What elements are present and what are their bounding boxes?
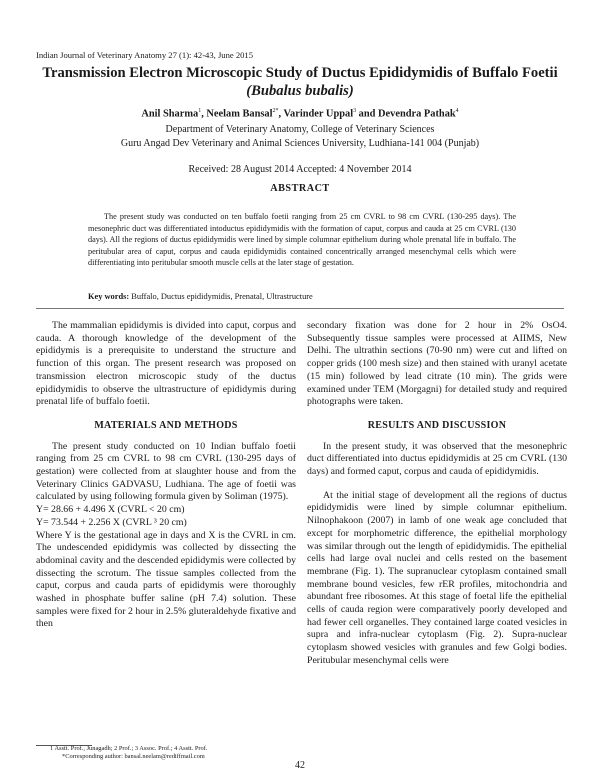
author-separator: , <box>201 108 207 120</box>
results-heading: RESULTS AND DISCUSSION <box>367 419 507 431</box>
keywords-label: Key words: <box>88 292 130 301</box>
author-affiliation-mark: 1 <box>198 108 202 114</box>
methods-continued-paragraph: secondary fixation was done for 2 hour in 2% OsO4. Subsequently tissue samples were processed at AIIMS, New Delhi. The ultrathin sections (70-90 nm) were cut and lifted on copper grids (100 mesh size) and then stained with uranyl acetate (15 min) followed by lead citrate (10 min). The grids were examined under TEM (Morgagni) for detailed study and required photographs were taken. <box>307 320 567 408</box>
page-number: 42 <box>295 760 305 771</box>
keywords <box>88 292 516 301</box>
methods-paragraph: Where Y is the gestational age in days and X is the CVRL in cm. The undescended epididymis was collected by dissecting the abdominal cavity and the descended epididymis were collected by dissecting the scrotum. The tissue samples collected from the caput, corpus and cauda parts of epididymis were thoroughly washed in phosphate buffer saline (pH 7.4) solution. These samples were fixed for 2 hour in 2.5% gluteraldehyde fixative and then <box>36 529 296 630</box>
title-scientific-name: (Bubalus bubalis) <box>246 83 354 99</box>
author-name: Devendra Pathak <box>378 108 456 120</box>
age-formula-2: Y= 73.544 + 2.256 X (CVRL ³ 20 cm) <box>36 516 187 528</box>
footnotes <box>50 745 310 761</box>
methods-heading: MATERIALS AND METHODS <box>94 419 238 431</box>
keywords-text: Buffalo, Ductus epididymidis, Prenatal, Ultrastructure <box>131 292 313 301</box>
section-divider <box>36 308 564 309</box>
author-affiliation-mark: 3 <box>353 108 357 114</box>
author-list <box>30 108 570 119</box>
footnote-affiliations: 1 Asstt. Prof., Junagadh; 2 Prof.; 3 Assoc. Prof.; 4 Asstt. Prof. <box>50 745 208 752</box>
affiliation <box>30 123 570 150</box>
footnote-corresponding-author: *Corresponding author: bansal.neelam@rediffmail.com <box>62 753 205 761</box>
author-name: Anil Sharma <box>141 108 199 120</box>
age-formula-1: Y= 28.66 + 4.496 X (CVRL < 20 cm) <box>36 504 185 516</box>
methods-paragraph: The present study conducted on 10 Indian buffalo foetii ranging from 25 cm CVRL to 98 cm CVRL (130-295 days of gestation) were collected from at slaughter house and from the Veterinary Clinics GADVASU, Ludhiana. The age of foetii was calculated by using following formula given by Soliman (1975). <box>36 440 296 503</box>
affiliation-university: Guru Angad Dev Veterinary and Animal Sciences University, Ludhiana-141 004 (Punjab) <box>120 137 480 149</box>
abstract-text: The present study was conducted on ten buffalo foetii ranging from 25 cm CVRL to 98 cm CVRL (130-295 days). The mesonephric duct was differentiated intoductus epididymidis with the formation of caput, corpus and cauda at 25 cm CVRL (130 days). All the regions of ductus epididymidis were lined by simple columnar epithelium during whole prenatal life in buffalo. The peritubular area of caput, corpus and cauda epididymidis contained concentrically arranged mesenchymal cells which were differentiating into peritubular smooth muscle cells at the later stage of gestation. <box>88 212 516 268</box>
title-main: Transmission Electron Microscopic Study of Ductus Epididymidis of Buffalo Foetii <box>42 65 558 81</box>
author-affiliation-mark: 4 <box>455 108 459 114</box>
article-title <box>30 64 570 100</box>
affiliation-department: Department of Veterinary Anatomy, College of Veterinary Sciences <box>165 124 435 135</box>
right-column <box>307 320 567 668</box>
results-paragraph: At the initial stage of development all the regions of ductus epididymidis were lined by simple columnar epithelium. Nilnophakoon (2007) in lamb of one weak age concluded that except for morphometric difference, the epithelial morphology was similar through out the length of epididymidis. The epithelial cells had large oval nuclei and cells rested on the basement membrane (Fig. 1). The supranuclear cytoplasm contained small membrane bound vesicles, few rER profiles, mitochondria and abundant free ribosomes. At this stage of foetal life the epithelial cells of cauda region were comparatively poorly developed and had fewer cell organelles. They contained large coated vesicles in supra and infra-nuclear cytoplasm (Fig. 2). Supra-nuclear cytoplasm showed vesicles with granules and few Golgi bodies. Peritubular mesenchymal cells were <box>307 489 567 666</box>
results-paragraph: In the present study, it was observed that the mesonephric duct differentiated into ductus epididymidis at 25 cm CVRL (130 days) and formed caput, corpus and cauda of epididymidis. <box>307 440 567 478</box>
author-affiliation-mark: 2* <box>272 108 279 114</box>
intro-paragraph: The mammalian epididymis is divided into caput, corpus and cauda. A thorough knowledge of the development of the epididymis is a prerequisite to understand the structure and function of this organ. The present research was proposed on transmission electron microscopic study of the ductus epididymidis to observe the ultrastructure of epididymis during prenatal life of buffalo foetii. <box>36 320 296 408</box>
author-name: Neelam Bansal <box>206 108 273 120</box>
author-separator: and <box>356 108 379 120</box>
abstract-heading: ABSTRACT <box>270 183 330 194</box>
journal-citation: Indian Journal of Veterinary Anatomy 27 (1): 42-43, June 2015 <box>36 50 254 60</box>
left-column <box>36 320 296 631</box>
author-name: Varinder Uppal <box>283 108 354 120</box>
received-accepted-dates: Received: 28 August 2014 Accepted: 4 November 2014 <box>188 164 412 175</box>
author-separator: , <box>278 108 284 120</box>
